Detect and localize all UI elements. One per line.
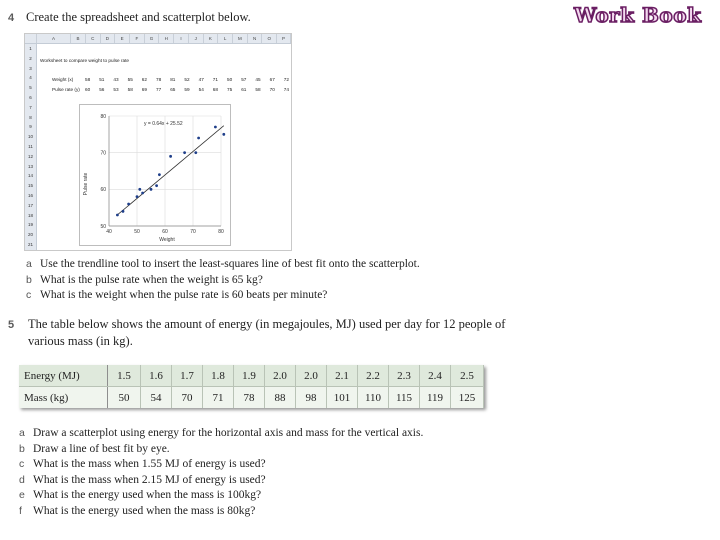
data-point <box>122 210 125 213</box>
pulse-value-cell: 77 <box>156 87 162 92</box>
column-header-o[interactable]: O <box>262 34 277 43</box>
data-point <box>150 188 153 191</box>
column-header-d[interactable]: D <box>101 34 116 43</box>
column-header-a[interactable]: A <box>37 34 71 43</box>
energy-cell: 2.2 <box>358 365 389 387</box>
y-axis-label: Pulse rate <box>83 172 89 196</box>
question-5-prompt-line-1: The table below shows the amount of energy (in megajoules, MJ) used per day for 12 people of <box>28 317 506 331</box>
question-4-part-a: a Use the trendline tool to insert the least-squares line of best fit onto the scatterplot. <box>26 258 420 270</box>
question-5-prompt-line-2: various mass (in kg). <box>28 334 133 348</box>
row-header-18[interactable]: 18 <box>27 212 33 218</box>
energy-header: Energy (MJ) <box>19 365 108 387</box>
pulse-value-cell: 61 <box>241 87 247 92</box>
trendline-equation: y = 0.64x + 25.52 <box>144 121 183 127</box>
energy-row <box>19 365 484 387</box>
data-point <box>158 173 161 176</box>
y-tick-label: 60 <box>100 187 106 194</box>
question-4-number: 4 <box>8 12 15 24</box>
pulse-value-cell: 74 <box>283 87 290 92</box>
row-header-1[interactable]: 1 <box>29 46 32 51</box>
question-5-part-f: f What is the energy used when the mass is 80kg? <box>19 504 256 517</box>
energy-cell: 2.0 <box>265 365 296 387</box>
mass-cell: 119 <box>420 387 451 409</box>
row-header-15[interactable]: 15 <box>27 183 33 189</box>
column-header-m[interactable]: M <box>233 34 248 43</box>
data-point <box>138 188 141 191</box>
row-header-5[interactable]: 5 <box>29 85 32 91</box>
question-5-part-c: c What is the mass when 1.55 MJ of energy is used? <box>19 458 266 470</box>
data-point <box>214 126 217 129</box>
data-point <box>116 214 119 217</box>
data-point <box>222 133 225 136</box>
weight-value-cell: 81 <box>170 77 176 82</box>
row-header-21[interactable]: 21 <box>27 242 33 247</box>
data-point <box>197 137 200 140</box>
mass-cell: 115 <box>389 387 420 409</box>
x-tick-label: 60 <box>162 229 168 235</box>
mass-cell: 70 <box>172 387 203 409</box>
row-header-3[interactable]: 3 <box>29 65 32 71</box>
question-5-number: 5 <box>8 319 15 331</box>
energy-cell: 1.9 <box>234 365 265 387</box>
pulse-value-cell: 65 <box>170 87 176 92</box>
weight-value-cell: 51 <box>99 77 105 82</box>
column-header-k[interactable]: K <box>204 34 219 43</box>
mass-cell: 54 <box>141 387 172 409</box>
question-5-parts <box>19 426 423 519</box>
question-5-part-b: b Draw a line of best fit by eye. <box>19 442 170 455</box>
pulse-value-cell: 56 <box>99 87 105 92</box>
energy-cell: 2.3 <box>389 365 420 387</box>
energy-cell: 1.6 <box>141 365 172 387</box>
column-header-l[interactable]: L <box>218 34 233 43</box>
mass-cell: 50 <box>108 387 141 409</box>
column-header-i[interactable]: I <box>174 34 189 43</box>
weight-value-cell: 55 <box>127 77 133 82</box>
energy-cell: 2.1 <box>327 365 358 387</box>
row-header-12[interactable]: 12 <box>27 153 33 159</box>
column-header-p[interactable]: P <box>277 34 291 43</box>
pulse-value-cell: 59 <box>184 87 190 92</box>
pulse-value-cell: 68 <box>212 87 219 92</box>
x-tick-label: 80 <box>218 229 224 235</box>
column-header-e[interactable]: E <box>115 34 130 43</box>
weight-value-cell: 47 <box>198 77 204 82</box>
data-point <box>141 192 144 195</box>
column-header-h[interactable]: H <box>159 34 174 43</box>
x-tick-label: 40 <box>106 229 112 235</box>
x-axis-label: Weight <box>159 237 175 243</box>
weight-value-cell: 57 <box>241 77 247 82</box>
column-header-j[interactable]: J <box>189 34 204 43</box>
weight-value-cell: 62 <box>141 77 148 82</box>
weight-label-cell: Weight (x) <box>52 77 74 82</box>
column-header-c[interactable]: C <box>86 34 101 43</box>
mass-cell: 78 <box>234 387 265 409</box>
row-header-10[interactable]: 10 <box>27 134 33 140</box>
row-header-2[interactable]: 2 <box>29 55 32 61</box>
column-header-g[interactable]: G <box>145 34 160 43</box>
work-book-logo: Work Book <box>574 3 702 27</box>
question-5-part-e: e What is the energy used when the mass is 100kg? <box>19 489 262 501</box>
row-header-16[interactable]: 16 <box>27 193 33 198</box>
scatterplot-chart <box>79 104 231 246</box>
column-header-n[interactable]: N <box>248 34 263 43</box>
mass-cell: 110 <box>358 387 389 409</box>
column-header-f[interactable]: F <box>130 34 145 43</box>
question-4-part-b: b What is the pulse rate when the weight is 65 kg? <box>26 273 263 286</box>
question-4-part-c: c What is the weight when the pulse rate is 60 beats per minute? <box>26 289 328 301</box>
column-header-b[interactable]: B <box>71 34 86 43</box>
data-point <box>127 203 130 206</box>
row-header-13[interactable]: 13 <box>27 163 33 169</box>
energy-cell: 1.8 <box>203 365 234 387</box>
column-headers <box>25 34 291 44</box>
row-header-8[interactable]: 8 <box>29 114 32 120</box>
energy-cell: 1.7 <box>172 365 203 387</box>
mass-cell: 88 <box>265 387 296 409</box>
row-header-4[interactable]: 4 <box>29 75 32 81</box>
x-tick-label: 50 <box>134 229 140 235</box>
row-header-9[interactable]: 9 <box>29 124 32 130</box>
energy-cell: 2.5 <box>451 365 484 387</box>
sheet-corner <box>25 34 37 43</box>
mass-cell: 71 <box>203 387 234 409</box>
weight-value-cell: 45 <box>255 77 261 82</box>
data-point <box>155 184 158 187</box>
weight-value-cell: 71 <box>212 77 219 82</box>
energy-mass-table <box>19 365 484 408</box>
mass-cell: 125 <box>451 387 484 409</box>
weight-value-cell: 43 <box>113 77 119 82</box>
data-point <box>169 155 172 158</box>
weight-value-cell: 78 <box>156 77 162 82</box>
weight-value-cell: 72 <box>283 77 290 82</box>
question-4-prompt: Create the spreadsheet and scatterplot below. <box>26 10 251 24</box>
data-point <box>183 151 186 154</box>
question-4-parts <box>26 257 420 304</box>
spreadsheet <box>24 33 292 251</box>
worksheet-title-cell: Worksheet to compare weight to pulse rate <box>40 58 130 63</box>
pulse-value-cell: 58 <box>127 87 133 92</box>
pulse-value-cell: 58 <box>255 87 261 92</box>
pulse-value-cell: 70 <box>269 87 275 92</box>
weight-value-cell: 50 <box>227 77 233 82</box>
pulse-value-cell: 60 <box>85 87 91 92</box>
y-tick-label: 50 <box>100 223 106 230</box>
pulse-value-cell: 69 <box>141 87 148 92</box>
question-5-part-d: d What is the mass when 2.15 MJ of energy is used? <box>19 473 266 486</box>
energy-cell: 2.0 <box>296 365 327 387</box>
pulse-label-cell: Pulse rate (y) <box>52 87 80 92</box>
pulse-value-cell: 53 <box>113 87 119 92</box>
row-header-7[interactable]: 7 <box>29 104 32 110</box>
row-header-11[interactable]: 11 <box>28 144 33 149</box>
mass-row <box>19 387 484 409</box>
row-header-19[interactable]: 19 <box>27 222 33 228</box>
weight-value-cell: 67 <box>269 77 275 82</box>
row-header-17[interactable]: 17 <box>27 202 33 208</box>
mass-cell: 101 <box>327 387 358 409</box>
weight-value-cell: 52 <box>184 77 190 82</box>
data-point <box>136 195 139 198</box>
row-headers <box>25 44 37 250</box>
x-tick-label: 70 <box>190 229 196 235</box>
energy-cell: 2.4 <box>420 365 451 387</box>
row-header-20[interactable]: 20 <box>27 232 33 238</box>
mass-cell: 98 <box>296 387 327 409</box>
pulse-value-cell: 75 <box>227 87 233 92</box>
weight-value-cell: 58 <box>85 77 91 82</box>
energy-cell: 1.5 <box>108 365 141 387</box>
y-tick-label: 80 <box>100 113 106 120</box>
question-5-part-a: a Draw a scatterplot using energy for the horizontal axis and mass for the vertical axis. <box>19 427 424 439</box>
row-header-6[interactable]: 6 <box>29 95 32 100</box>
pulse-value-cell: 54 <box>198 87 204 92</box>
row-header-14[interactable]: 14 <box>27 173 33 179</box>
mass-header: Mass (kg) <box>19 387 108 409</box>
y-tick-label: 70 <box>100 150 106 157</box>
data-point <box>194 151 197 154</box>
